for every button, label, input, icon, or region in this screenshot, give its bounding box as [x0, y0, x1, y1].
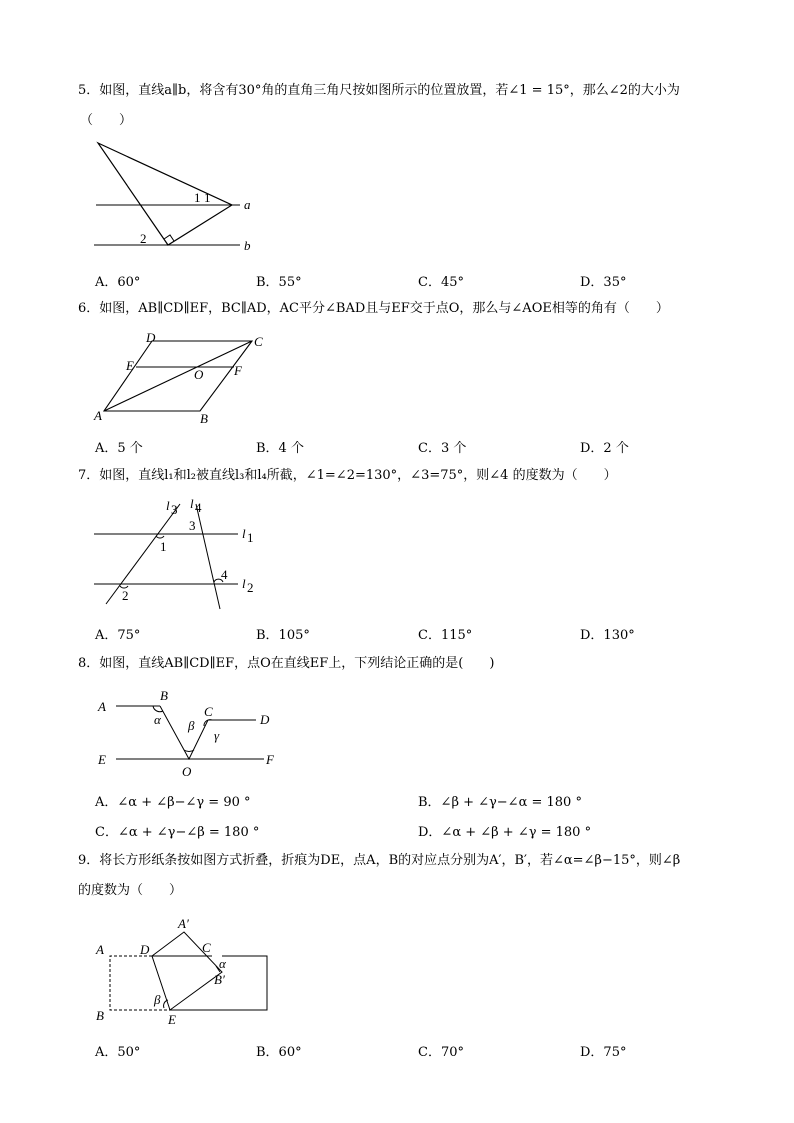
q8-option-a: A．∠α + ∠β−∠γ = 90 °: [95, 795, 251, 810]
q9-label-B: B: [96, 1008, 104, 1023]
q7-label-1: 1: [160, 539, 167, 554]
q7-label-4: 4: [221, 567, 228, 582]
q8-stem: 8．如图，直线AB∥CD∥EF，点O在直线EF上，下列结论正确的是( ): [78, 656, 495, 671]
q9-label-E: E: [168, 1012, 176, 1027]
q6-label-B: B: [200, 411, 208, 426]
q8-option-d: D．∠α + ∠β + ∠γ = 180 °: [418, 825, 592, 840]
q9-label-A: A: [96, 942, 104, 957]
q9-figure: [92, 912, 292, 1032]
q5-paren: （ ）: [80, 113, 133, 128]
q6-option-d: D．2 个: [580, 441, 629, 456]
q8-label-alpha: α: [154, 712, 161, 727]
q5-label-2: 2: [140, 231, 147, 246]
q9-label-beta: β: [154, 992, 161, 1007]
q5-stem: 5．如图，直线a∥b，将含有30°角的直角三角尺按如图所示的位置放置，若∠1 = 15°，那么∠2的大小为: [78, 83, 680, 98]
q6-label-E: E: [126, 358, 134, 373]
q8-label-gamma: γ: [214, 728, 220, 743]
q7-label-l2: l: [242, 576, 246, 591]
q5-figure: [90, 138, 270, 258]
q6-label-F: F: [234, 363, 242, 378]
q6-label-D: D: [146, 330, 156, 345]
q7-label-l4-sub: 4: [195, 500, 202, 515]
q9-stem-line1: 9．将长方形纸条按如图方式折叠，折痕为DE，点A，B的对应点分别为A′，B′，若∠α=∠β−15°，则∠β: [78, 853, 681, 868]
q9-label-C: C: [202, 940, 211, 955]
q7-option-c: C．115°: [418, 628, 473, 643]
q8-label-A: A: [98, 699, 106, 714]
q6-option-a: A．5 个: [95, 441, 143, 456]
q9-label-D: D: [140, 942, 150, 957]
q8-label-D: D: [260, 712, 270, 727]
q7-figure: [92, 494, 272, 609]
q9-label-alpha: α: [219, 956, 226, 971]
q9-option-b: B．60°: [256, 1045, 302, 1060]
q8-label-E: E: [98, 752, 106, 767]
q7-stem: 7．如图，直线l₁和l₂被直线l₃和l₄所截，∠1=∠2=130°，∠3=75°，则∠4 的度数为（ ）: [78, 468, 617, 483]
q9-label-Bp: B′: [214, 972, 225, 987]
q6-label-A: A: [94, 408, 102, 423]
q5-label-b: b: [244, 238, 251, 253]
q5-option-d: D．35°: [580, 275, 627, 290]
q5-label-a: a: [244, 197, 251, 212]
q7-label-l4: l: [190, 496, 194, 511]
q7-label-l1-sub: 1: [247, 530, 254, 545]
q7-option-b: B．105°: [256, 628, 310, 643]
q6-stem: 6．如图，AB∥CD∥EF，BC∥AD，AC平分∠BAD且与EF交于点O，那么与∠AOE相等的角有（ ）: [78, 301, 669, 316]
q5-label-1: 1: [194, 190, 201, 205]
q6-option-b: B．4 个: [256, 441, 304, 456]
q7-label-l2-sub: 2: [247, 580, 254, 595]
q8-option-c: C．∠α + ∠γ−∠β = 180 °: [95, 825, 260, 840]
q9-label-Ap: A′: [178, 916, 189, 931]
q7-label-l3: l: [166, 498, 170, 513]
q5-label-1b: 1: [204, 190, 211, 205]
q8-label-B: B: [160, 688, 168, 703]
q9-option-c: C．70°: [418, 1045, 464, 1060]
q7-label-l3-sub: 3: [171, 502, 178, 517]
q9-option-a: A．50°: [95, 1045, 141, 1060]
q7-option-d: D．130°: [580, 628, 635, 643]
q5-option-c: C．45°: [418, 275, 464, 290]
q9-option-d: D．75°: [580, 1045, 627, 1060]
q8-label-C: C: [204, 704, 213, 719]
q7-label-2: 2: [122, 588, 129, 603]
q8-label-O: O: [182, 764, 192, 779]
q8-label-F: F: [266, 752, 274, 767]
q6-option-c: C．3 个: [418, 441, 467, 456]
q7-option-a: A．75°: [95, 628, 141, 643]
q5-option-b: B．55°: [256, 275, 302, 290]
q8-label-beta: β: [188, 718, 195, 733]
q9-stem-line2: 的度数为（ ）: [78, 883, 183, 898]
q6-label-O: O: [194, 367, 204, 382]
q8-option-b: B．∠β + ∠γ−∠α = 180 °: [418, 795, 582, 810]
q5-option-a: A．60°: [95, 275, 141, 290]
q7-label-l1: l: [242, 526, 246, 541]
q7-label-3: 3: [189, 518, 196, 533]
q8-figure: [96, 684, 296, 780]
q6-label-C: C: [254, 334, 263, 349]
q6-figure: [92, 328, 272, 428]
